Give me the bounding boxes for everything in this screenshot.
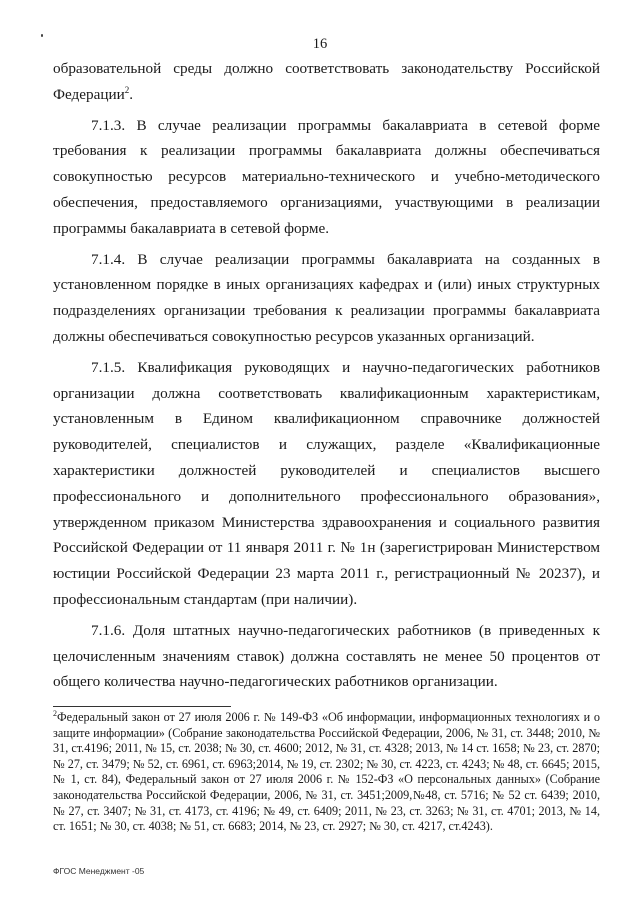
paragraph-text: образовательной среды должно соответствовать законодательству Российской Федерации (53, 60, 600, 103)
body-text (53, 56, 600, 695)
page-number: 16 (312, 36, 328, 52)
page-footer: ФГОС Менеджмент -05 (53, 866, 145, 876)
footnote-marker: 2 (53, 708, 57, 718)
paragraph-continued (53, 56, 600, 108)
paragraph-7-1-5: 7.1.5. Квалификация руководящих и научно-педагогических работников организации должна соответствовать квалификационным характеристикам, установленным в Едином квалификационном справочнике должностей руководителей, специалистов и служащих, разделе «Квалификационные характеристики должностей руководителей и специалистов высшего профессионального и дополнительного профессионального образования», утвержденном приказом Министерства здравоохранения и социального развития Российской Федерации от 11 января 2011 г. № 1н (зарегистрирован Министерством юстиции Российской Федерации 23 марта 2011 г., регистрационный № 20237), и профессиональным стандартам (при наличии). (53, 358, 600, 608)
footnote-reference: 2 (124, 84, 130, 95)
paragraph-7-1-6: 7.1.6. Доля штатных научно-педагогических работников (в приведенных к целочисленным значениям ставок) должна составлять не менее 50 процентов от общего количества научно-педагогических работников организации. (53, 621, 600, 691)
footnote-text: Федеральный закон от 27 июля 2006 г. № 149-ФЗ «Об информации, информационных технологиях и о защите информации» (Собрание законодательства Российской Федерации, 2006, № 31, ст. 3448; 2010, № 31, ст.4196; 2011, № 15, ст. 2038; № 30, ст. 4600; 2012, № 31, ст. 4328; 2013, № 14 ст. 1658; № 23, ст. 2870; № 27, ст. 3479; № 52, ст. 6961, ст. 6963;2014, № 19, ст. 2302; № 30, ст. 4223, ст. 4243; № 48, ст. 6645; 2015, № 1, ст. 84), Федеральный закон от 27 июля 2006 г. № 152-ФЗ «О персональных данных» (Собрание законодательства Российской Федерации, 2006, № 31, ст. 3451;2009,№48, ст. 5716; № 52 ст. 6439; 2010, № 27, ст. 3407; № 31, ст. 4173, ст. 4196; № 49, ст. 6409; 2011, № 23, ст. 3263; № 31, ст. 4701; 2013, № 14, ст. 1651; № 30, ст. 4038; № 51, ст. 6683; 2014, № 23, ст. 2927; № 30, ст. 4217, ст.4243). (53, 710, 600, 834)
footnote-separator (53, 706, 231, 707)
paragraph-7-1-4: 7.1.4. В случае реализации программы бакалавриата на созданных в установленном порядке в иных организациях кафедрах и (или) иных структурных подразделениях организации требования к реализации программы бакалавриата должны обеспечиваться совокупностью ресурсов указанных организаций. (53, 250, 600, 345)
footnote (53, 710, 600, 835)
paragraph-7-1-3: 7.1.3. В случае реализации программы бакалавриата в сетевой форме требования к реализации программы бакалавриата должны обеспечиваться совокупностью ресурсов материально-технического и учебно-методического обеспечения, предоставляемого организациями, участвующими в реализации программы бакалавриата в сетевой форме. (53, 116, 600, 237)
paragraph-suffix: . (129, 85, 134, 103)
